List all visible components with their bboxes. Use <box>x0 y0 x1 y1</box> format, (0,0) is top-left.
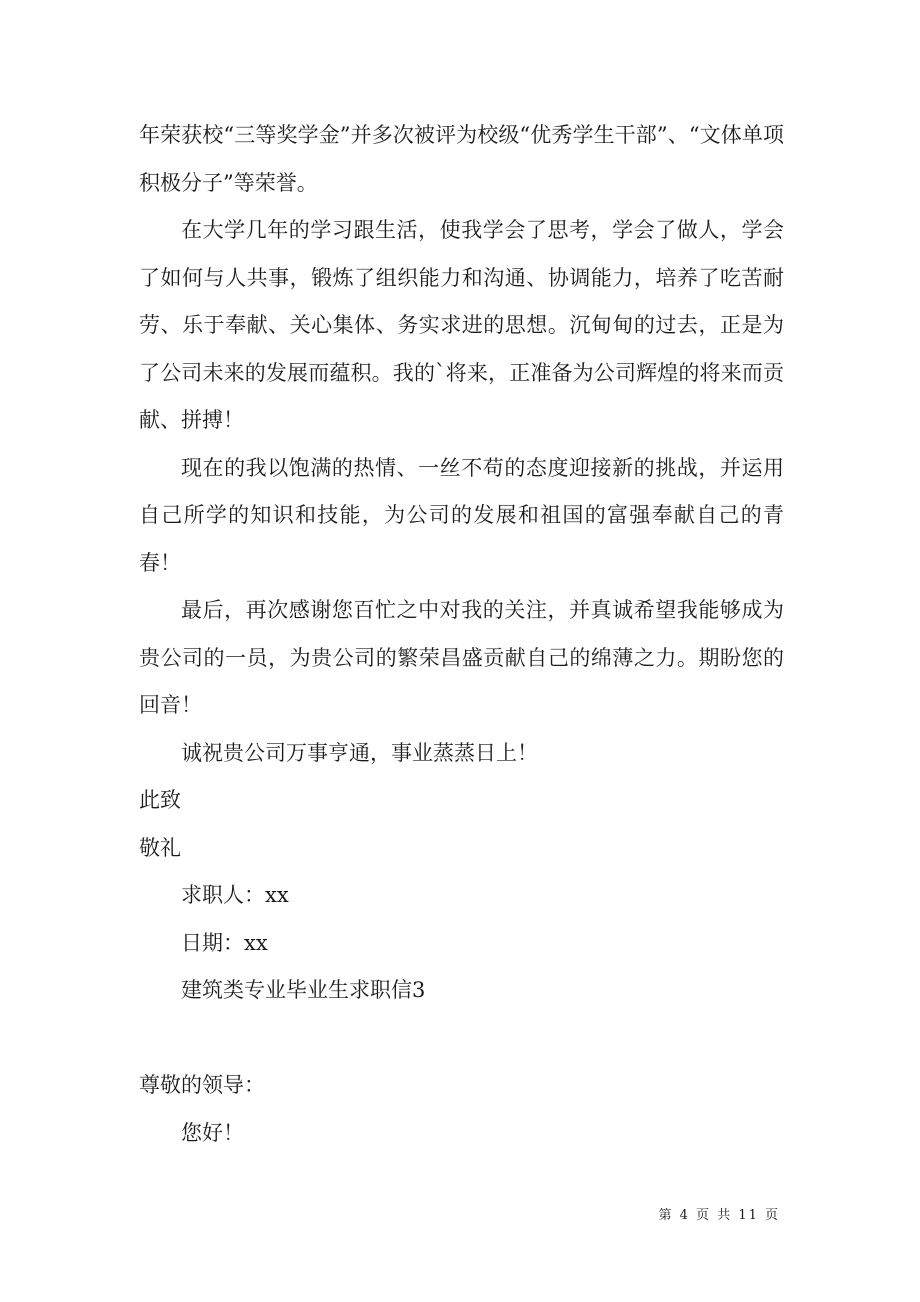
applicant-line: 求职人：xx <box>181 883 289 907</box>
salutation-cizhi: 此致 <box>139 788 181 812</box>
letter-body <box>139 112 784 1157</box>
blank-line <box>139 1015 784 1063</box>
page-number-footer: 第 4 页 共 11 页 <box>658 1208 780 1223</box>
paragraph-closing-thanks: 最后，再次感谢您百忙之中对我的关注，并真诚希望我能够成为贵公司的一员，为贵公司的繁荣昌盛贡献自己的绵薄之力。期盼您的回音！ <box>139 598 784 717</box>
greeting-leader: 尊敬的领导： <box>139 1073 265 1097</box>
greeting-hello: 您好！ <box>181 1120 244 1145</box>
paragraph-wishes: 诚祝贵公司万事亨通，事业蒸蒸日上！ <box>181 740 538 765</box>
salutation-jingli: 敬礼 <box>139 835 181 860</box>
paragraph-honors: 年荣获校“三等奖学金”并多次被评为校级“优秀学生干部”、“文体单项积极分子”等荣誉。 <box>139 123 784 195</box>
section-title: 建筑类专业毕业生求职信3 <box>181 978 426 1002</box>
paragraph-enthusiasm: 现在的我以饱满的热情、一丝不苟的态度迎接新的挑战，并运用自己所学的知识和技能，为公司的发展和祖国的富强奉献自己的青春！ <box>139 455 784 575</box>
paragraph-university-life: 在大学几年的学习跟生活，使我学会了思考，学会了做人，学会了如何与人共事，锻炼了组织能力和沟通、协调能力，培养了吃苦耐劳、乐于奉献、关心集体、务实求进的思想。沉甸甸的过去，正是为了公司未来的发展而蕴积。我的`将来，正准备为公司辉煌的将来而贡献、拼搏！ <box>139 218 784 432</box>
date-line: 日期：xx <box>181 930 268 955</box>
